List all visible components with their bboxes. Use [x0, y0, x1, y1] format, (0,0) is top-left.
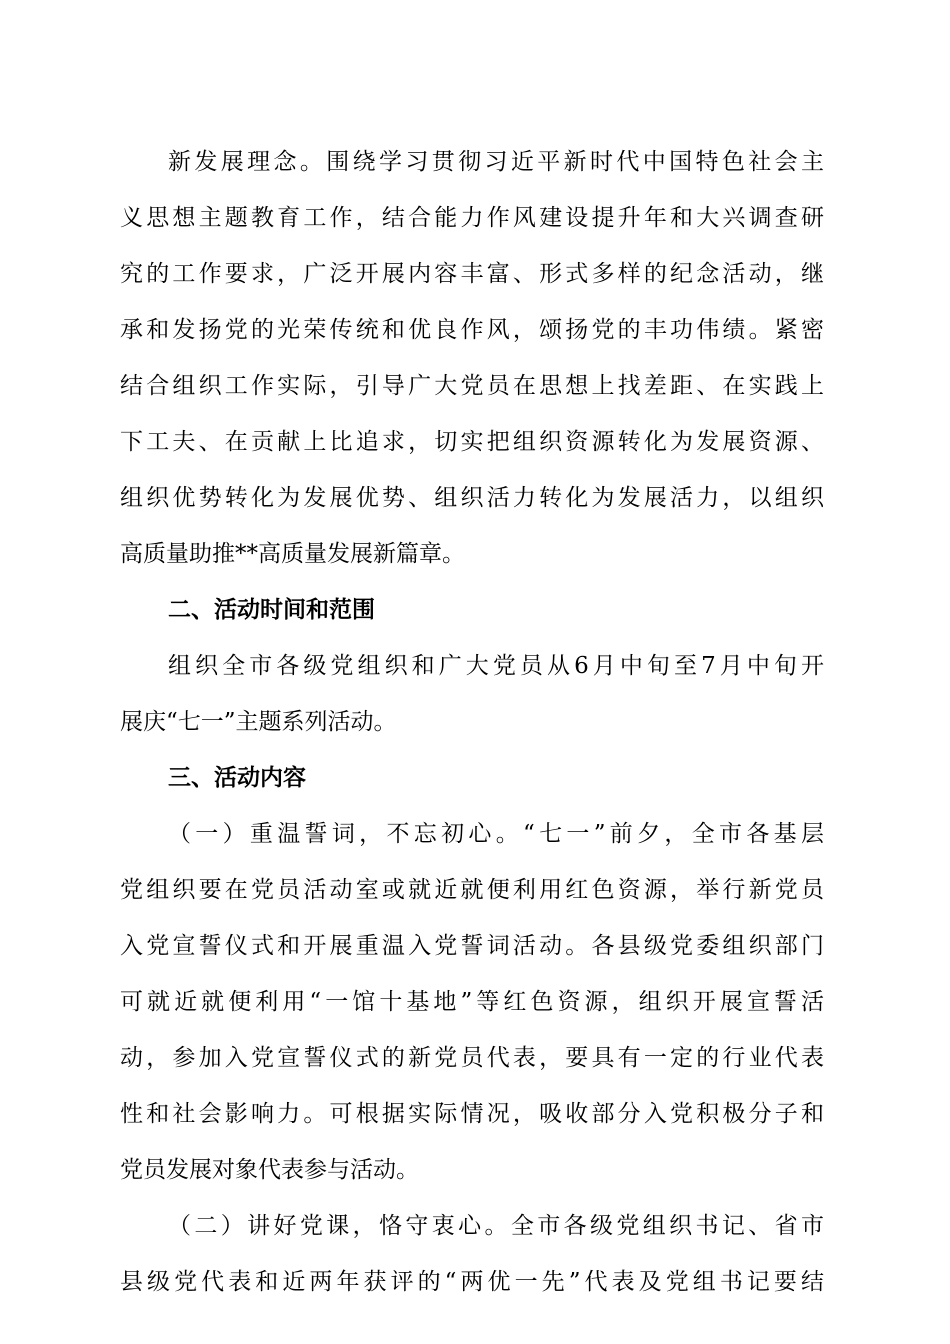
paragraph-4-line: （二）讲好党课，恪守衷心。全市各级党组织书记、省市	[168, 1213, 824, 1239]
document-body	[120, 134, 824, 1310]
paragraph-2	[120, 638, 824, 750]
paragraph-3-line: 可就近就便利用“一馆十基地”等红色资源，组织开展宣誓活	[120, 989, 824, 1015]
paragraph-1	[120, 134, 824, 582]
paragraph-3-line: 性和社会影响力。可根据实际情况，吸收部分入党积极分子和	[120, 1101, 824, 1127]
paragraph-3-line: 入党宣誓仪式和开展重温入党誓词活动。各县级党委组织部门	[120, 933, 824, 959]
paragraph-1-line: 下工夫、在贡献上比追求，切实把组织资源转化为发展资源、	[120, 429, 824, 455]
paragraph-3	[120, 806, 824, 1198]
section-heading-content: 三、活动内容	[168, 765, 306, 791]
paragraph-1-line: 义思想主题教育工作，结合能力作风建设提升年和大兴调查研	[120, 205, 824, 231]
paragraph-3-line: 党员发展对象代表参与活动。	[120, 1157, 419, 1183]
paragraph-1-line: 究的工作要求，广泛开展内容丰富、形式多样的纪念活动，继	[120, 261, 824, 287]
paragraph-3-line: 党组织要在党员活动室或就近就便利用红色资源，举行新党员	[120, 877, 824, 903]
paragraph-2-line: 展庆“七一”主题系列活动。	[120, 709, 397, 735]
paragraph-1-line: 承和发扬党的光荣传统和优良作风，颂扬党的丰功伟绩。紧密	[120, 317, 824, 343]
paragraph-4	[120, 1198, 824, 1310]
paragraph-2-line: 组织全市各级党组织和广大党员从6月中旬至7月中旬开	[168, 653, 824, 679]
paragraph-3-line: （一）重温誓词，不忘初心。“七一”前夕，全市各基层	[168, 821, 824, 847]
paragraph-1-line: 结合组织工作实际，引导广大党员在思想上找差距、在实践上	[120, 373, 824, 399]
paragraph-1-line: 高质量助推**高质量发展新篇章。	[120, 541, 465, 567]
paragraph-1-line: 新发展理念。围绕学习贯彻习近平新时代中国特色社会主	[168, 149, 824, 175]
paragraph-1-line: 组织优势转化为发展优势、组织活力转化为发展活力，以组织	[120, 485, 824, 511]
paragraph-4-line: 县级党代表和近两年获评的“两优一先”代表及党组书记要结	[120, 1269, 824, 1295]
section-heading-time-scope: 二、活动时间和范围	[168, 597, 375, 623]
paragraph-3-line: 动，参加入党宣誓仪式的新党员代表，要具有一定的行业代表	[120, 1045, 824, 1071]
